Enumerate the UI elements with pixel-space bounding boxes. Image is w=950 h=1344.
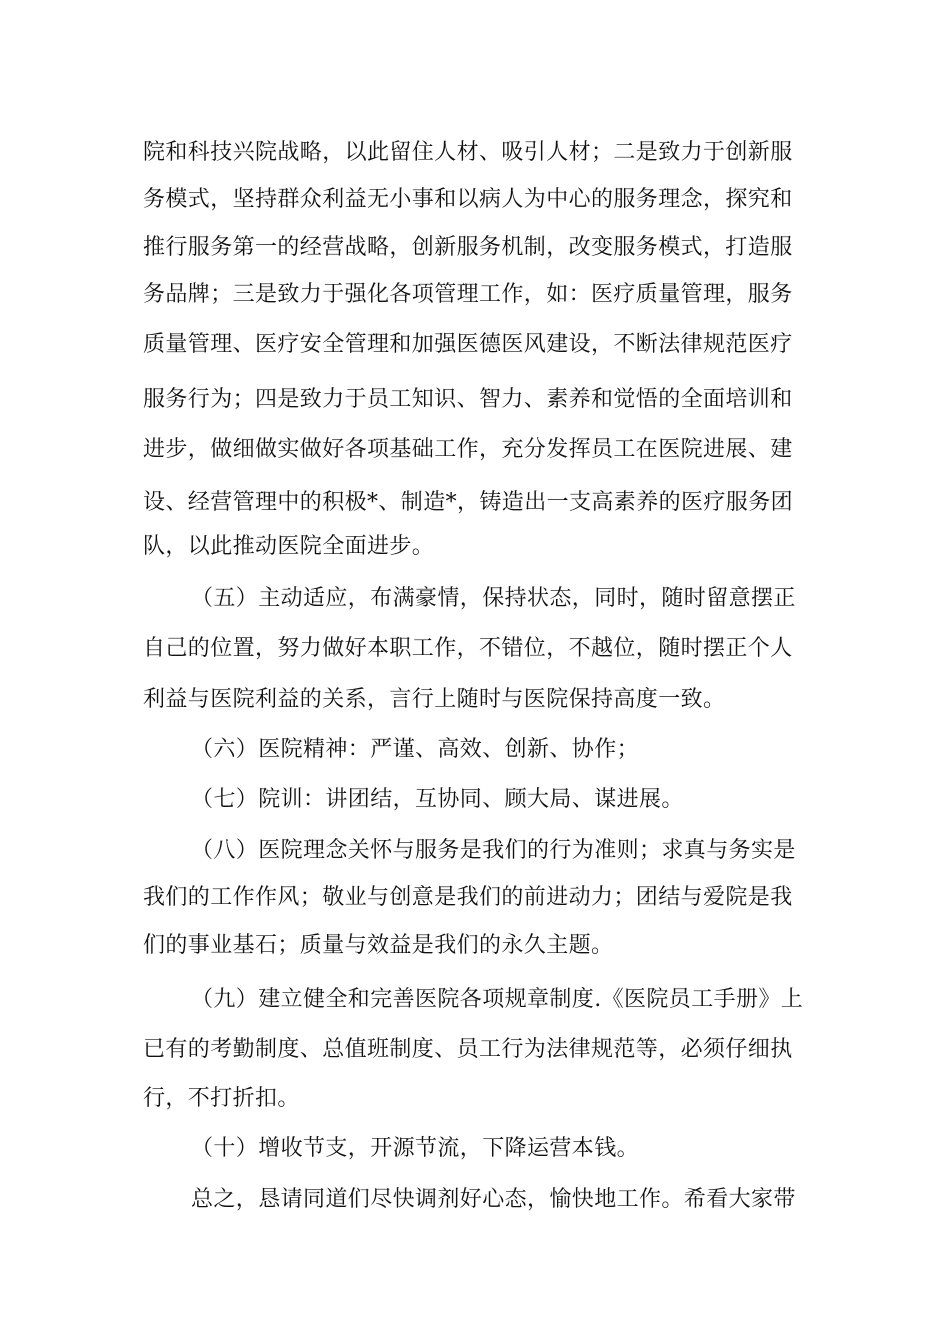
text-line: 院和科技兴院战略，以此留住人材、吸引人材；二是致力于创新服 [143,140,793,165]
text-line: 推行服务第一的经营战略，创新服务机制，改变服务模式，打造服 [143,235,793,260]
conclusion-line: 总之，恳请同道们尽快调剂好心态，愉快地工作。希看大家带 [191,1187,796,1212]
text-line: 务品牌；三是致力于强化各项管理工作，如：医疗质量管理，服务 [143,282,793,307]
text-line: 进步，做细做实做好各项基础工作，充分发挥员工在医院进展、建 [143,437,793,462]
text-line: 们的事业基石；质量与效益是我们的永久主题。 [143,933,614,958]
paragraph-8-line: （八）医院理念关怀与服务是我们的行为准则；求真与务实是 [191,838,796,863]
text-line: 队，以此推动医院全面进步。 [143,534,435,559]
paragraph-10-line: （十）增收节支，开源节流，下降运营本钱。 [191,1136,640,1161]
text-line: 质量管理、医疗安全管理和加强医德医风建设，不断法律规范医疗 [143,332,793,357]
text-line: 务模式，坚持群众利益无小事和以病人为中心的服务理念，探究和 [143,187,793,212]
paragraph-9-line: （九）建立健全和完善医院各项规章制度.《医院员工手册》上 [191,987,804,1012]
text-line: 利益与医院利益的关系，言行上随时与医院保持高度一致。 [143,687,726,712]
paragraph-6-line: （六）医院精神：严谨、高效、创新、协作； [191,737,640,762]
text-line: 已有的考勤制度、总值班制度、员工行为法律规范等，必须仔细执 [143,1037,793,1062]
paragraph-7-line: （七）院训：讲团结，互协同、顾大局、谋进展。 [191,787,684,812]
text-line: 服务行为；四是致力于员工知识、智力、素养和觉悟的全面培训和 [143,387,793,412]
text-line: 我们的工作作风；敬业与创意是我们的前进动力；团结与爱院是我 [143,885,793,910]
text-line: 自己的位置，努力做好本职工作，不错位，不越位，随时摆正个人 [143,636,793,661]
text-line: 行，不打折扣。 [143,1086,300,1111]
text-line: 设、经营管理中的积极*、制造*，铸造出一支高素养的医疗服务团 [143,490,794,515]
paragraph-5-line: （五）主动适应，布满豪情，保持状态，同时，随时留意摆正 [191,586,796,611]
